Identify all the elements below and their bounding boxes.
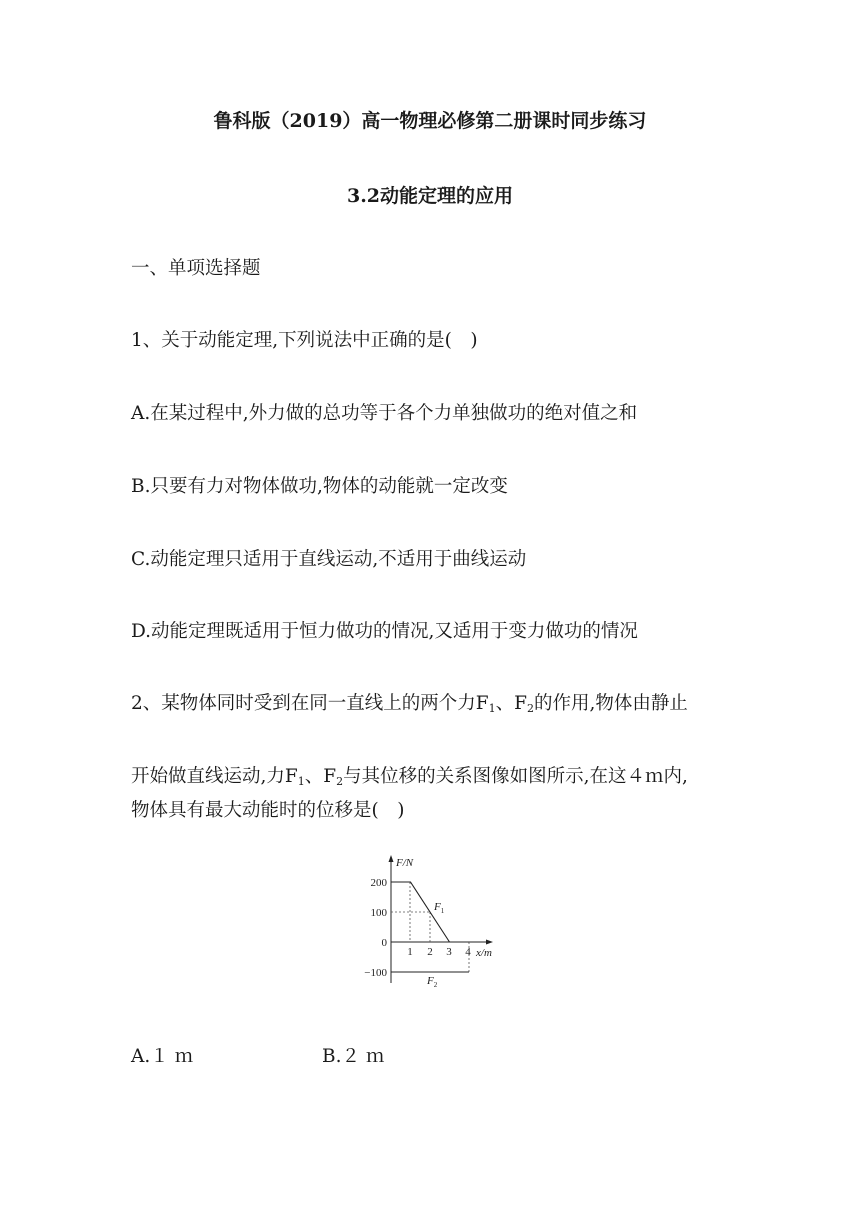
force-displacement-figure: [360, 853, 510, 993]
question-2-option-b: B.２ ｍ: [322, 1046, 385, 1067]
y-tick-100: 100: [370, 907, 387, 919]
document-title: 鲁科版（2019）高一物理必修第二册课时同步练习: [213, 110, 647, 132]
y-tick-200: 200: [370, 877, 387, 889]
section-heading: 一、单项选择题: [131, 258, 261, 279]
lesson-title: 3.2动能定理的应用: [346, 185, 514, 207]
y-axis-label: F/N: [396, 857, 414, 869]
question-1-option-b: B.只要有力对物体做功,物体的动能就一定改变: [131, 476, 508, 497]
question-2-line-3: 物体具有最大动能时的位移是( ): [131, 800, 405, 821]
question-2-line-1: 2、某物体同时受到在同一直线上的两个力$F_1$、$F_2$的作用,物体由静止: [131, 693, 688, 715]
x-tick-2: 2: [427, 946, 433, 958]
question-2-line-2: 开始做直线运动,力$F_1$、$F_2$与其位移的关系图像如图所示,在这４ｍ内,: [131, 766, 688, 788]
f2-label: $F_2$: [427, 975, 438, 989]
x-axis-label: x/m: [476, 947, 492, 959]
f1-label: $F_1$: [434, 901, 445, 915]
y-tick-minus100: −100: [364, 967, 387, 979]
question-1-option-c: C.动能定理只适用于直线运动,不适用于曲线运动: [131, 549, 527, 570]
y-tick-0: 0: [381, 937, 387, 949]
x-axis-arrow: [486, 940, 493, 945]
x-tick-3: 3: [446, 946, 452, 958]
question-1-option-d: D.动能定理既适用于恒力做功的情况,又适用于变力做功的情况: [131, 621, 638, 642]
y-axis-arrow: [389, 855, 394, 862]
x-tick-4: 4: [465, 946, 471, 958]
x-tick-1: 1: [407, 946, 413, 958]
question-2-option-a: A.１ ｍ: [131, 1046, 194, 1067]
question-1-stem: 1、关于动能定理,下列说法中正确的是( ): [131, 330, 478, 351]
question-1-option-a: A.在某过程中,外力做的总功等于各个力单独做功的绝对值之和: [131, 403, 638, 424]
